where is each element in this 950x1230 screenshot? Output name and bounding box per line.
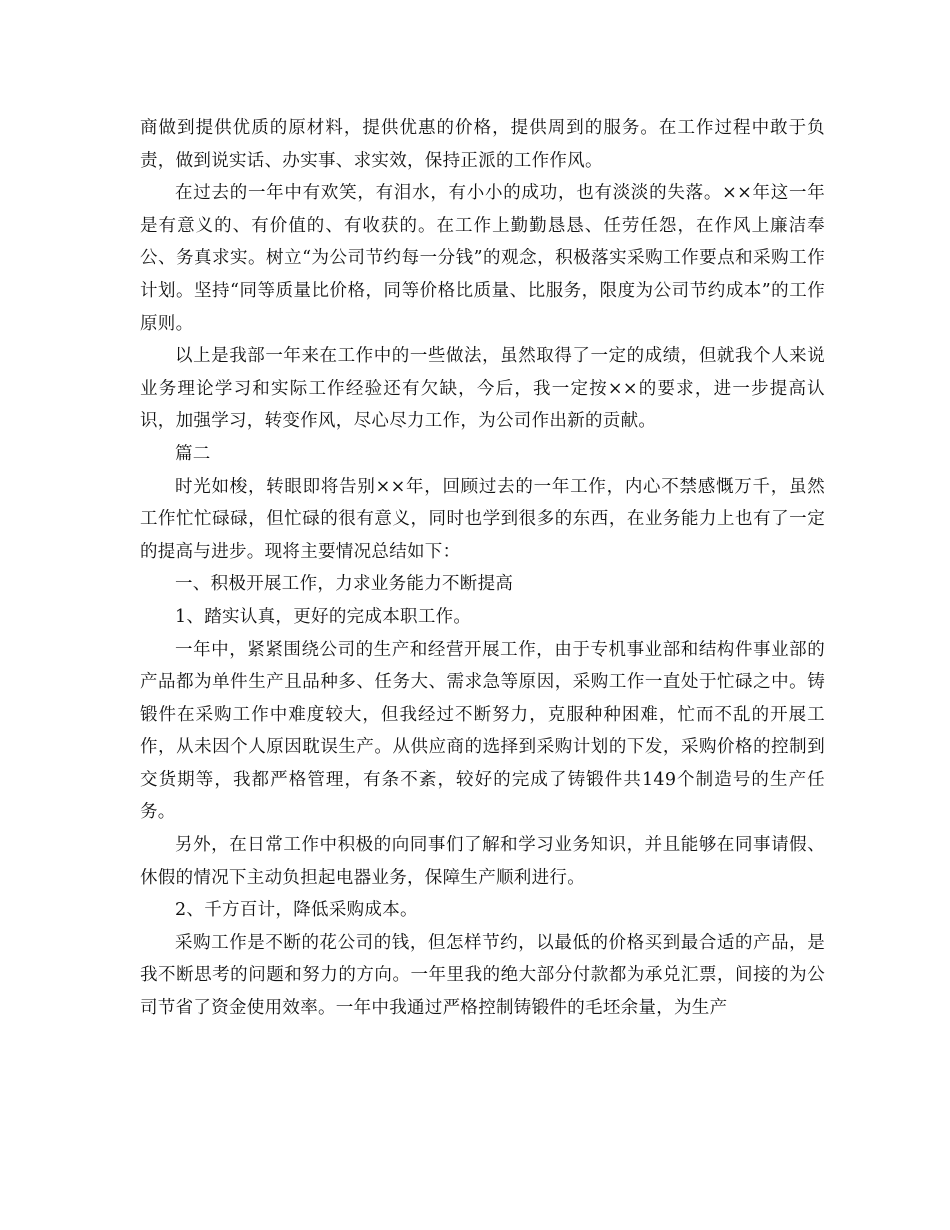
heading-item-two: 2、千方百计，降低采购成本。: [175, 900, 418, 921]
paragraph-intro: 时光如梭，转眼即将告别××年，回顾过去的一年工作，内心不禁感慨万千，虽然工作忙忙碌碌，但忙碌的很有意义，同时也学到很多的东西，在业务能力上也有了一定的提高与进步。现将主要情况总结如下：: [140, 476, 825, 562]
heading-section-one: 一、积极开展工作，力求业务能力不断提高: [175, 574, 514, 595]
paragraph-additional: 另外，在日常工作中积极的向同事们了解和学习业务知识，并且能够在同事请假、休假的情况下主动负担起电器业务，保障生产顺利进行。: [140, 835, 825, 888]
paragraph-conclusion: 以上是我部一年来在工作中的一些做法，虽然取得了一定的成绩，但就我个人来说业务理论学习和实际工作经验还有欠缺，今后，我一定按××的要求，进一步提高认识，加强学习，转变作风，尽心尽力工作，为公司作出新的贡献。: [140, 346, 825, 432]
section-heading-part-two: 篇二: [175, 443, 211, 464]
paragraph-item-two-body: 采购工作是不断的花公司的钱，但怎样节约，以最低的价格买到最合适的产品，是我不断思考的问题和努力的方向。一年里我的绝大部分付款都为承兑汇票，间接的为公司节省了资金使用效率。一年中我通过严格控制铸锻件的毛坯余量，为生产: [140, 932, 825, 1019]
paragraph-item-one-body: 一年中，紧紧围绕公司的生产和经营开展工作，由于专机事业部和结构件事业部的产品都为单件生产且品种多、任务大、需求急等原因，采购工作一直处于忙碌之中。铸锻件在采购工作中难度较大，但我经过不断努力，克服种种困难，忙而不乱的开展工作，从未因个人原因耽误生产。从供应商的选择到采购计划的下发，采购价格的控制到交货期等，我都严格管理，有条不紊，较好的完成了铸锻件共149个制造号的生产任务。: [140, 639, 825, 823]
paragraph-reflection: 在过去的一年中有欢笑，有泪水，有小小的成功，也有淡淡的失落。××年这一年是有意义的、有价值的、有收获的。在工作上勤勤恳恳、任劳任怨，在作风上廉洁奉公、务真求实。树立“为公司节约每一分钱”的观念，积极落实采购工作要点和采购工作计划。坚持“同等质量比价格，同等价格比质量、比服务，限度为公司节约成本”的工作原则。: [140, 183, 825, 334]
paragraph-continuation: 商做到提供优质的原材料，提供优惠的价格，提供周到的服务。在工作过程中敢于负责，做到说实话、办实事、求实效，保持正派的工作作风。: [140, 118, 825, 171]
heading-item-one: 1、踏实认真，更好的完成本职工作。: [175, 606, 472, 627]
document-body: [140, 112, 825, 1025]
